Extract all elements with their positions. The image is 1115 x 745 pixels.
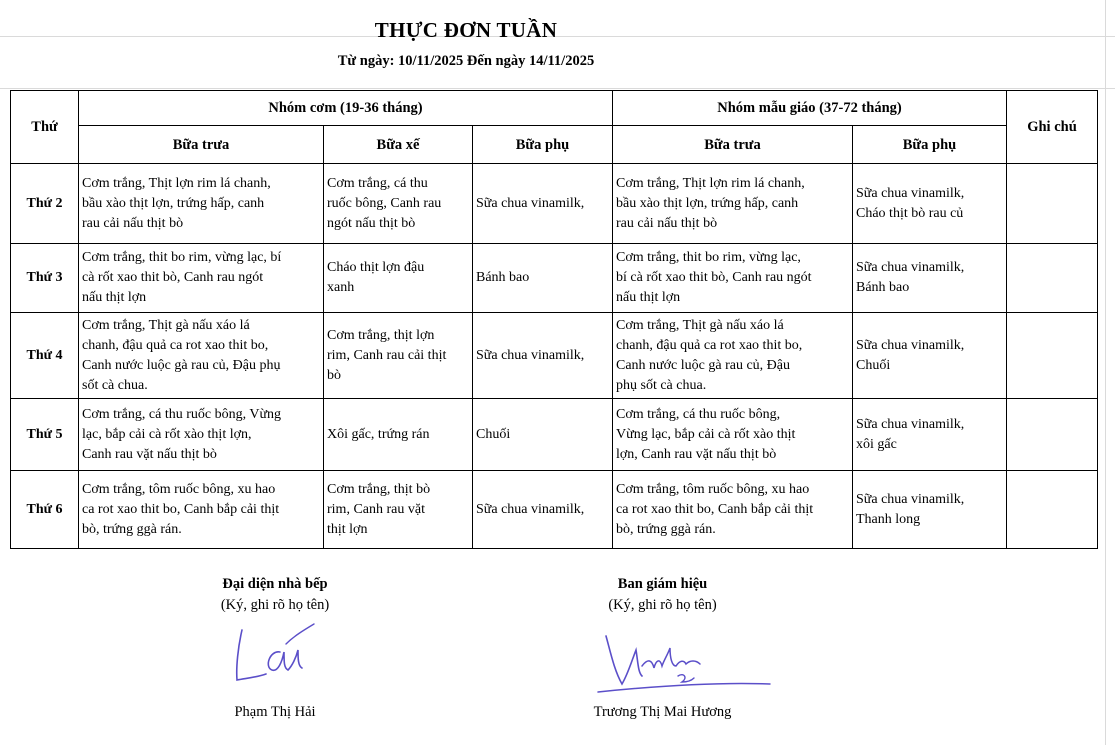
- header-group-kindergarten: Nhóm mẫu giáo (37-72 tháng): [613, 91, 1007, 126]
- menu-line: Cơm trắng, cá thu: [327, 175, 428, 191]
- menu-line: rau cải nấu thịt bò: [616, 215, 718, 231]
- g2-snack-cell: [853, 164, 1007, 244]
- menu-line: ngót nấu thịt bò: [327, 215, 416, 231]
- g1-snack-cell: [473, 399, 613, 471]
- board-signature-image: [596, 630, 774, 696]
- menu-line: Xôi gấc, trứng rán: [327, 426, 430, 442]
- menu-line: Cơm trắng, thịt lợn: [327, 327, 435, 343]
- menu-line: bầu xào thịt lợn, trứng hấp, canh: [82, 195, 265, 211]
- header-g2-lunch: Bữa trưa: [613, 126, 853, 164]
- day-cell: Thứ 2: [11, 164, 79, 244]
- day-cell: Thứ 6: [11, 471, 79, 549]
- menu-line: Bánh bao: [856, 280, 910, 295]
- g1-lunch-cell: [79, 313, 324, 399]
- menu-line: phụ sốt cà chua.: [616, 377, 707, 393]
- g2-lunch-cell: [613, 244, 853, 313]
- menu-line: lạc, bắp cải cà rốt xào thịt lợn,: [82, 426, 252, 442]
- header-day: Thứ: [11, 91, 79, 164]
- menu-line: nấu thịt lợn: [82, 290, 147, 305]
- notes-cell: [1007, 244, 1098, 313]
- menu-line: xanh: [327, 280, 355, 295]
- menu-line: Sữa chua vinamilk,: [856, 491, 965, 507]
- g2-lunch-cell: [613, 313, 853, 399]
- menu-line: Sữa chua vinamilk,: [476, 195, 585, 211]
- menu-line: Chuối: [856, 357, 891, 373]
- menu-line: Cơm trắng, Thịt gà nấu xáo lá: [616, 317, 784, 333]
- notes-cell: [1007, 313, 1098, 399]
- g1-snack-cell: [473, 313, 613, 399]
- menu-line: cà rốt xao thit bò, Canh rau ngót: [82, 270, 264, 285]
- g1-lunch-cell: [79, 399, 324, 471]
- signature-block-board: [560, 576, 765, 720]
- notes-cell: [1007, 399, 1098, 471]
- menu-line: bò, trứng ggà rán.: [616, 521, 716, 537]
- menu-line: Thanh long: [856, 511, 921, 527]
- board-sign-note: (Ký, ghi rõ họ tên): [608, 597, 717, 613]
- menu-table: [10, 90, 1098, 549]
- table-row: [11, 471, 1098, 549]
- day-cell: Thứ 5: [11, 399, 79, 471]
- page-title: THỰC ĐƠN TUẦN: [374, 18, 558, 42]
- menu-line: Bánh bao: [476, 270, 530, 285]
- g1-afternoon-cell: [324, 399, 473, 471]
- menu-line: Sữa chua vinamilk,: [476, 347, 585, 363]
- signature-block-kitchen: [175, 576, 375, 720]
- kitchen-role: Đại diện nhà bếp: [222, 576, 328, 592]
- table-row: [11, 399, 1098, 471]
- menu-line: rau cải nấu thịt bò: [82, 215, 184, 231]
- menu-line: chanh, đậu quả ca rot xao thit bo,: [82, 337, 269, 353]
- menu-line: Sữa chua vinamilk,: [856, 260, 965, 275]
- g1-lunch-cell: [79, 471, 324, 549]
- g2-snack-cell: [853, 471, 1007, 549]
- header-g1-lunch: Bữa trưa: [79, 126, 324, 164]
- g2-snack-cell: [853, 399, 1007, 471]
- header-g1-snack: Bữa phụ: [473, 126, 613, 164]
- menu-line: bò: [327, 367, 341, 383]
- menu-line: thịt lợn: [327, 521, 368, 537]
- board-signer-name: Trương Thị Mai Hương: [593, 704, 732, 720]
- g2-lunch-cell: [613, 471, 853, 549]
- header-g1-afternoon: Bữa xế: [324, 126, 473, 164]
- menu-line: xôi gấc: [856, 436, 897, 452]
- menu-line: Cơm trắng, tôm ruốc bông, xu hao: [82, 481, 276, 497]
- menu-line: nấu thịt lợn: [616, 290, 681, 305]
- board-role: Ban giám hiệu: [617, 576, 708, 592]
- g1-afternoon-cell: [324, 471, 473, 549]
- menu-line: bầu xào thịt lợn, trứng hấp, canh: [616, 195, 799, 211]
- date-range: Từ ngày: 10/11/2025 Đến ngày 14/11/2025: [337, 53, 595, 69]
- menu-line: Sữa chua vinamilk,: [476, 501, 585, 517]
- menu-line: Cháo thịt lợn đậu: [327, 260, 425, 275]
- g2-snack-cell: [853, 313, 1007, 399]
- g2-lunch-cell: [613, 399, 853, 471]
- menu-line: bí cà rốt xao thit bò, Canh rau ngót: [616, 270, 812, 285]
- menu-line: Vừng lạc, bắp cải cà rốt xào thịt: [616, 426, 796, 442]
- day-cell: Thứ 4: [11, 313, 79, 399]
- menu-line: Cơm trắng, tôm ruốc bông, xu hao: [616, 481, 810, 497]
- menu-line: Cơm trắng, cá thu ruốc bông, Vừng: [82, 406, 282, 422]
- menu-line: ca rot xao thit bo, Canh bắp cải thịt: [616, 501, 814, 517]
- g1-lunch-cell: [79, 244, 324, 313]
- g1-afternoon-cell: [324, 313, 473, 399]
- menu-line: Sữa chua vinamilk,: [856, 337, 965, 353]
- menu-line: bò, trứng ggà rán.: [82, 521, 182, 537]
- menu-line: chanh, đậu quả ca rot xao thit bo,: [616, 337, 803, 353]
- menu-line: Canh rau vặt nấu thịt bò: [82, 446, 217, 462]
- kitchen-signature-image: [228, 622, 320, 686]
- menu-line: Canh nước luộc gà rau củ, Đậu: [616, 357, 790, 373]
- menu-line: Cháo thịt bò rau củ: [856, 205, 964, 221]
- menu-body: [11, 164, 1098, 549]
- menu-line: Cơm trắng, cá thu ruốc bông,: [616, 406, 781, 422]
- table-row: [11, 313, 1098, 399]
- kitchen-signer-name: Phạm Thị Hải: [234, 704, 316, 720]
- g1-lunch-cell: [79, 164, 324, 244]
- menu-line: Canh nước luộc gà rau củ, Đậu phụ: [82, 357, 281, 373]
- header-g2-snack: Bữa phụ: [853, 126, 1007, 164]
- g1-snack-cell: [473, 471, 613, 549]
- menu-line: rim, Canh rau vặt: [327, 501, 425, 517]
- table-row: [11, 244, 1098, 313]
- menu-line: lợn, Canh rau vặt nấu thịt bò: [616, 446, 777, 462]
- kitchen-sign-note: (Ký, ghi rõ họ tên): [220, 597, 330, 613]
- g1-snack-cell: [473, 164, 613, 244]
- menu-line: Sữa chua vinamilk,: [856, 185, 965, 201]
- g2-snack-cell: [853, 244, 1007, 313]
- notes-cell: [1007, 471, 1098, 549]
- header-notes: Ghi chú: [1007, 91, 1098, 164]
- menu-line: Sữa chua vinamilk,: [856, 416, 965, 432]
- menu-line: sốt cà chua.: [82, 377, 148, 393]
- g1-afternoon-cell: [324, 164, 473, 244]
- menu-line: rim, Canh rau cải thịt: [327, 347, 447, 363]
- menu-line: Cơm trắng, thit bo rim, vừng lạc, bí: [82, 250, 282, 265]
- day-cell: Thứ 3: [11, 244, 79, 313]
- notes-cell: [1007, 164, 1098, 244]
- menu-line: Chuối: [476, 426, 511, 442]
- menu-line: Cơm trắng, Thịt gà nấu xáo lá: [82, 317, 250, 333]
- g2-lunch-cell: [613, 164, 853, 244]
- menu-line: Cơm trắng, thit bo rim, vừng lạc,: [616, 250, 801, 265]
- g1-snack-cell: [473, 244, 613, 313]
- header-group-rice: Nhóm cơm (19-36 tháng): [79, 91, 613, 126]
- menu-line: ca rot xao thit bo, Canh bắp cải thịt: [82, 501, 280, 517]
- g1-afternoon-cell: [324, 244, 473, 313]
- menu-line: Cơm trắng, Thịt lợn rim lá chanh,: [616, 175, 805, 191]
- menu-line: Cơm trắng, Thịt lợn rim lá chanh,: [82, 175, 271, 191]
- menu-line: Cơm trắng, thịt bò: [327, 481, 431, 497]
- menu-line: ruốc bông, Canh rau: [327, 195, 442, 211]
- table-row: [11, 164, 1098, 244]
